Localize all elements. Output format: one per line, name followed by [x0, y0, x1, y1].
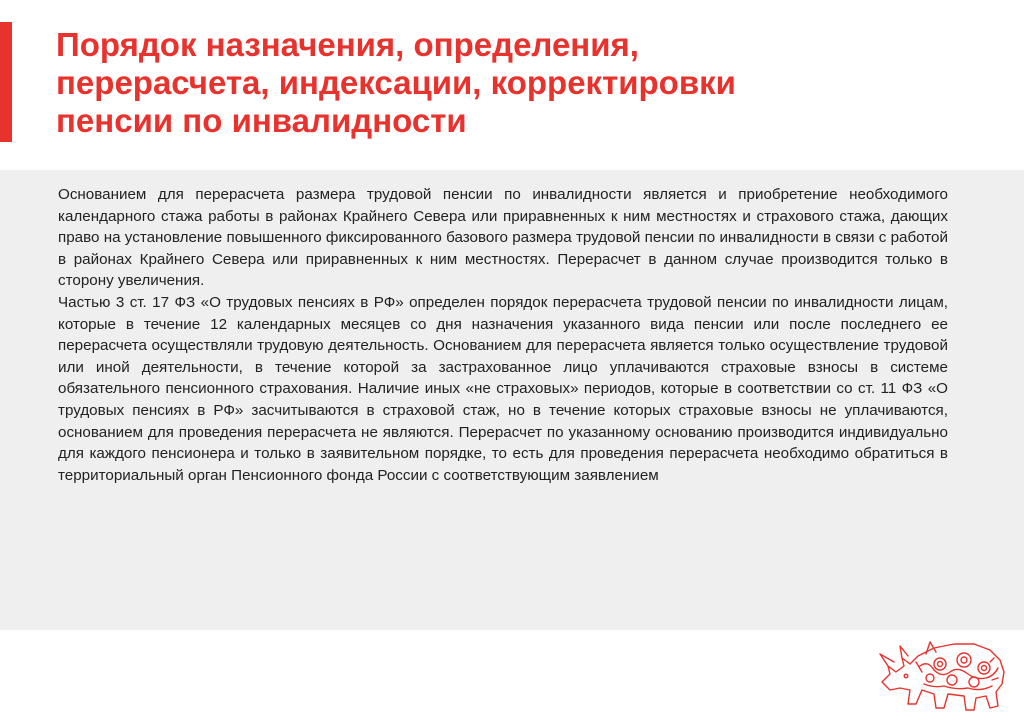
paragraph-2: Частью 3 ст. 17 ФЗ «О трудовых пенсиях в РФ» определен порядок перерасчета трудовой пенсии по инвалидности лицам, которые в течение 12 календарных месяцев со дня назначения указанного вида пенсии или после последнего ее перерасчета осуществляли трудовую деятельность. Основанием для перерасчета является только осуществление трудовой или иной деятельности, в течение которой за застрахованное лицо уплачиваются страховые взносы в системе обязательного пенсионного страхования. Наличие иных «не страховых» периодов, которые в соответствии со ст. 11 ФЗ «О трудовых пенсиях в РФ» засчитываются в страховой стаж, но в течение которых страховые взносы не уплачиваются, основанием для проведения перерасчета не являются. Перерасчет по указанному основанию производится индивидуально для каждого пенсионера и только в заявительном порядке, то есть для проведения перерасчета необходимо обратиться в территориальный орган Пенсионного фонда России с соответствующим заявлением: [58, 293, 948, 484]
paragraph-1: Основанием для перерасчета размера трудовой пенсии по инвалидности является и приобретение необходимого календарного стажа работы в районах Крайнего Севера или приравненных к ним местностях и страхового стажа, дающих право на установление повышенного фиксированного базового размера трудовой пенсии по инвалидности в связи с работой в районах Крайнего Севера или приравненных к ним местностях. Перерасчет в данном случае производится только в сторону увеличения.: [58, 186, 948, 290]
title-line-1: Порядок назначения, определения,: [56, 26, 639, 63]
slide-title: [56, 26, 956, 140]
title-line-2: перерасчета, индексации, корректировки: [56, 64, 736, 101]
rhino-logo-icon: [876, 632, 1014, 716]
accent-bar: [0, 22, 12, 142]
body-text: [58, 184, 948, 486]
title-line-3: пенсии по инвалидности: [56, 102, 467, 139]
